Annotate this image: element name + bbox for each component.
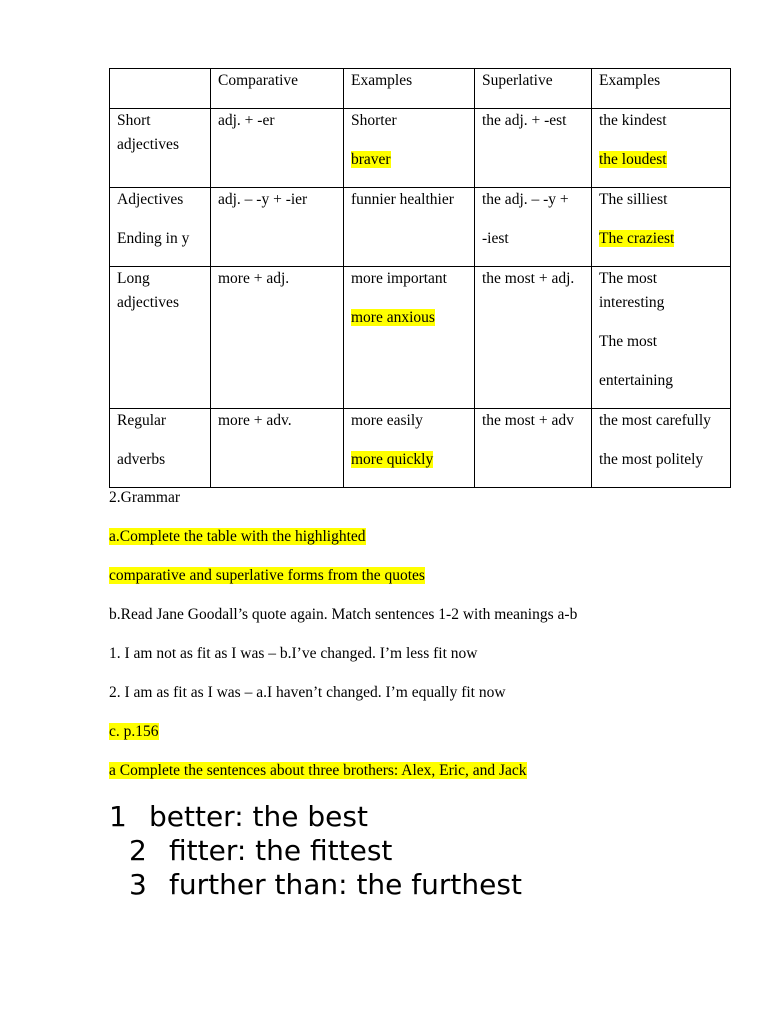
superlative-examples-cell: [592, 409, 731, 488]
category-cell: [110, 267, 211, 409]
rule-text: the most + adj.: [482, 270, 575, 287]
answer-item: [109, 800, 368, 834]
highlighted-example: The craziest: [599, 230, 675, 247]
category-text: Ending in y: [117, 230, 190, 247]
match-sentence-1: 1. I am not as fit as I was – b.I’ve changed. I’m less fit now: [109, 645, 478, 662]
header-cell-comparative: Comparative: [211, 69, 344, 109]
answer-text: better: the best: [149, 800, 368, 833]
highlighted-example: braver: [351, 151, 391, 168]
example-text: more easily: [351, 412, 423, 429]
answer-number: 2: [129, 834, 147, 867]
header-cell-empty: [110, 69, 211, 109]
superlative-rule-cell: [475, 109, 592, 188]
comparative-examples-cell: [344, 188, 475, 267]
comparative-examples-cell: [344, 409, 475, 488]
category-text: adverbs: [117, 451, 166, 468]
answer-text: further than: the furthest: [169, 868, 522, 901]
comparative-rule-cell: [211, 188, 344, 267]
example-text: The most: [599, 270, 658, 287]
category-cell: [110, 409, 211, 488]
instruction-brothers: a Complete the sentences about three brothers: Alex, Eric, and Jack: [109, 762, 527, 779]
comparative-examples-cell: [344, 267, 475, 409]
category-cell: [110, 188, 211, 267]
rule-text: more + adv.: [218, 412, 292, 429]
category-text: Short: [117, 112, 151, 129]
category-text: adjectives: [117, 294, 179, 311]
superlative-rule-cell: [475, 188, 592, 267]
header-cell-superlative: Superlative: [475, 69, 592, 109]
rule-text: the adj. – -y +: [482, 191, 569, 208]
answer-number: 1: [109, 800, 127, 833]
category-text: Long: [117, 270, 150, 287]
table-header-row: [110, 69, 731, 109]
comparative-examples-cell: [344, 109, 475, 188]
table-row: [110, 109, 731, 188]
rule-text: the most + adv: [482, 412, 574, 429]
comparatives-table: [109, 68, 731, 488]
rule-text: the adj. + -est: [482, 112, 567, 129]
example-text: funnier healthier: [351, 191, 454, 208]
example-text: The silliest: [599, 191, 668, 208]
example-text: the most politely: [599, 451, 704, 468]
category-text: adjectives: [117, 136, 179, 153]
comparative-rule-cell: [211, 267, 344, 409]
highlighted-example: more quickly: [351, 451, 434, 468]
instruction-a-line-2: comparative and superlative forms from the quotes: [109, 567, 425, 584]
rule-text: more + adj.: [218, 270, 290, 287]
rule-text: -iest: [482, 230, 509, 247]
answer-item: [129, 868, 522, 902]
example-text: Shorter: [351, 112, 397, 129]
example-text: interesting: [599, 294, 665, 311]
answer-text: fitter: the fittest: [169, 834, 393, 867]
category-text: Adjectives: [117, 191, 184, 208]
example-text: the kindest: [599, 112, 667, 129]
example-text: the most carefully: [599, 412, 711, 429]
example-text: entertaining: [599, 372, 674, 389]
superlative-rule-cell: [475, 267, 592, 409]
table-row: [110, 188, 731, 267]
highlighted-example: more anxious: [351, 309, 435, 326]
comparative-rule-cell: [211, 109, 344, 188]
category-text: Regular: [117, 412, 167, 429]
comparative-rule-cell: [211, 409, 344, 488]
superlative-rule-cell: [475, 409, 592, 488]
superlative-examples-cell: [592, 188, 731, 267]
section-heading: 2.Grammar: [109, 489, 181, 506]
superlative-examples-cell: [592, 267, 731, 409]
category-cell: [110, 109, 211, 188]
superlative-examples-cell: [592, 109, 731, 188]
instruction-a-line-1: a.Complete the table with the highlighted: [109, 528, 366, 545]
table-row: [110, 267, 731, 409]
rule-text: adj. – -y + -ier: [218, 191, 308, 208]
header-cell-examples: Examples: [344, 69, 475, 109]
instruction-b: b.Read Jane Goodall’s quote again. Match sentences 1-2 with meanings a-b: [109, 606, 578, 623]
example-text: The most: [599, 333, 658, 350]
table-row: [110, 409, 731, 488]
answer-number: 3: [129, 868, 147, 901]
rule-text: adj. + -er: [218, 112, 275, 129]
header-cell-examples-2: Examples: [592, 69, 731, 109]
example-text: more important: [351, 270, 447, 287]
instruction-c: c. p.156: [109, 723, 159, 740]
answer-item: [129, 834, 392, 868]
highlighted-example: the loudest: [599, 151, 667, 168]
match-sentence-2: 2. I am as fit as I was – a.I haven’t changed. I’m equally fit now: [109, 684, 506, 701]
